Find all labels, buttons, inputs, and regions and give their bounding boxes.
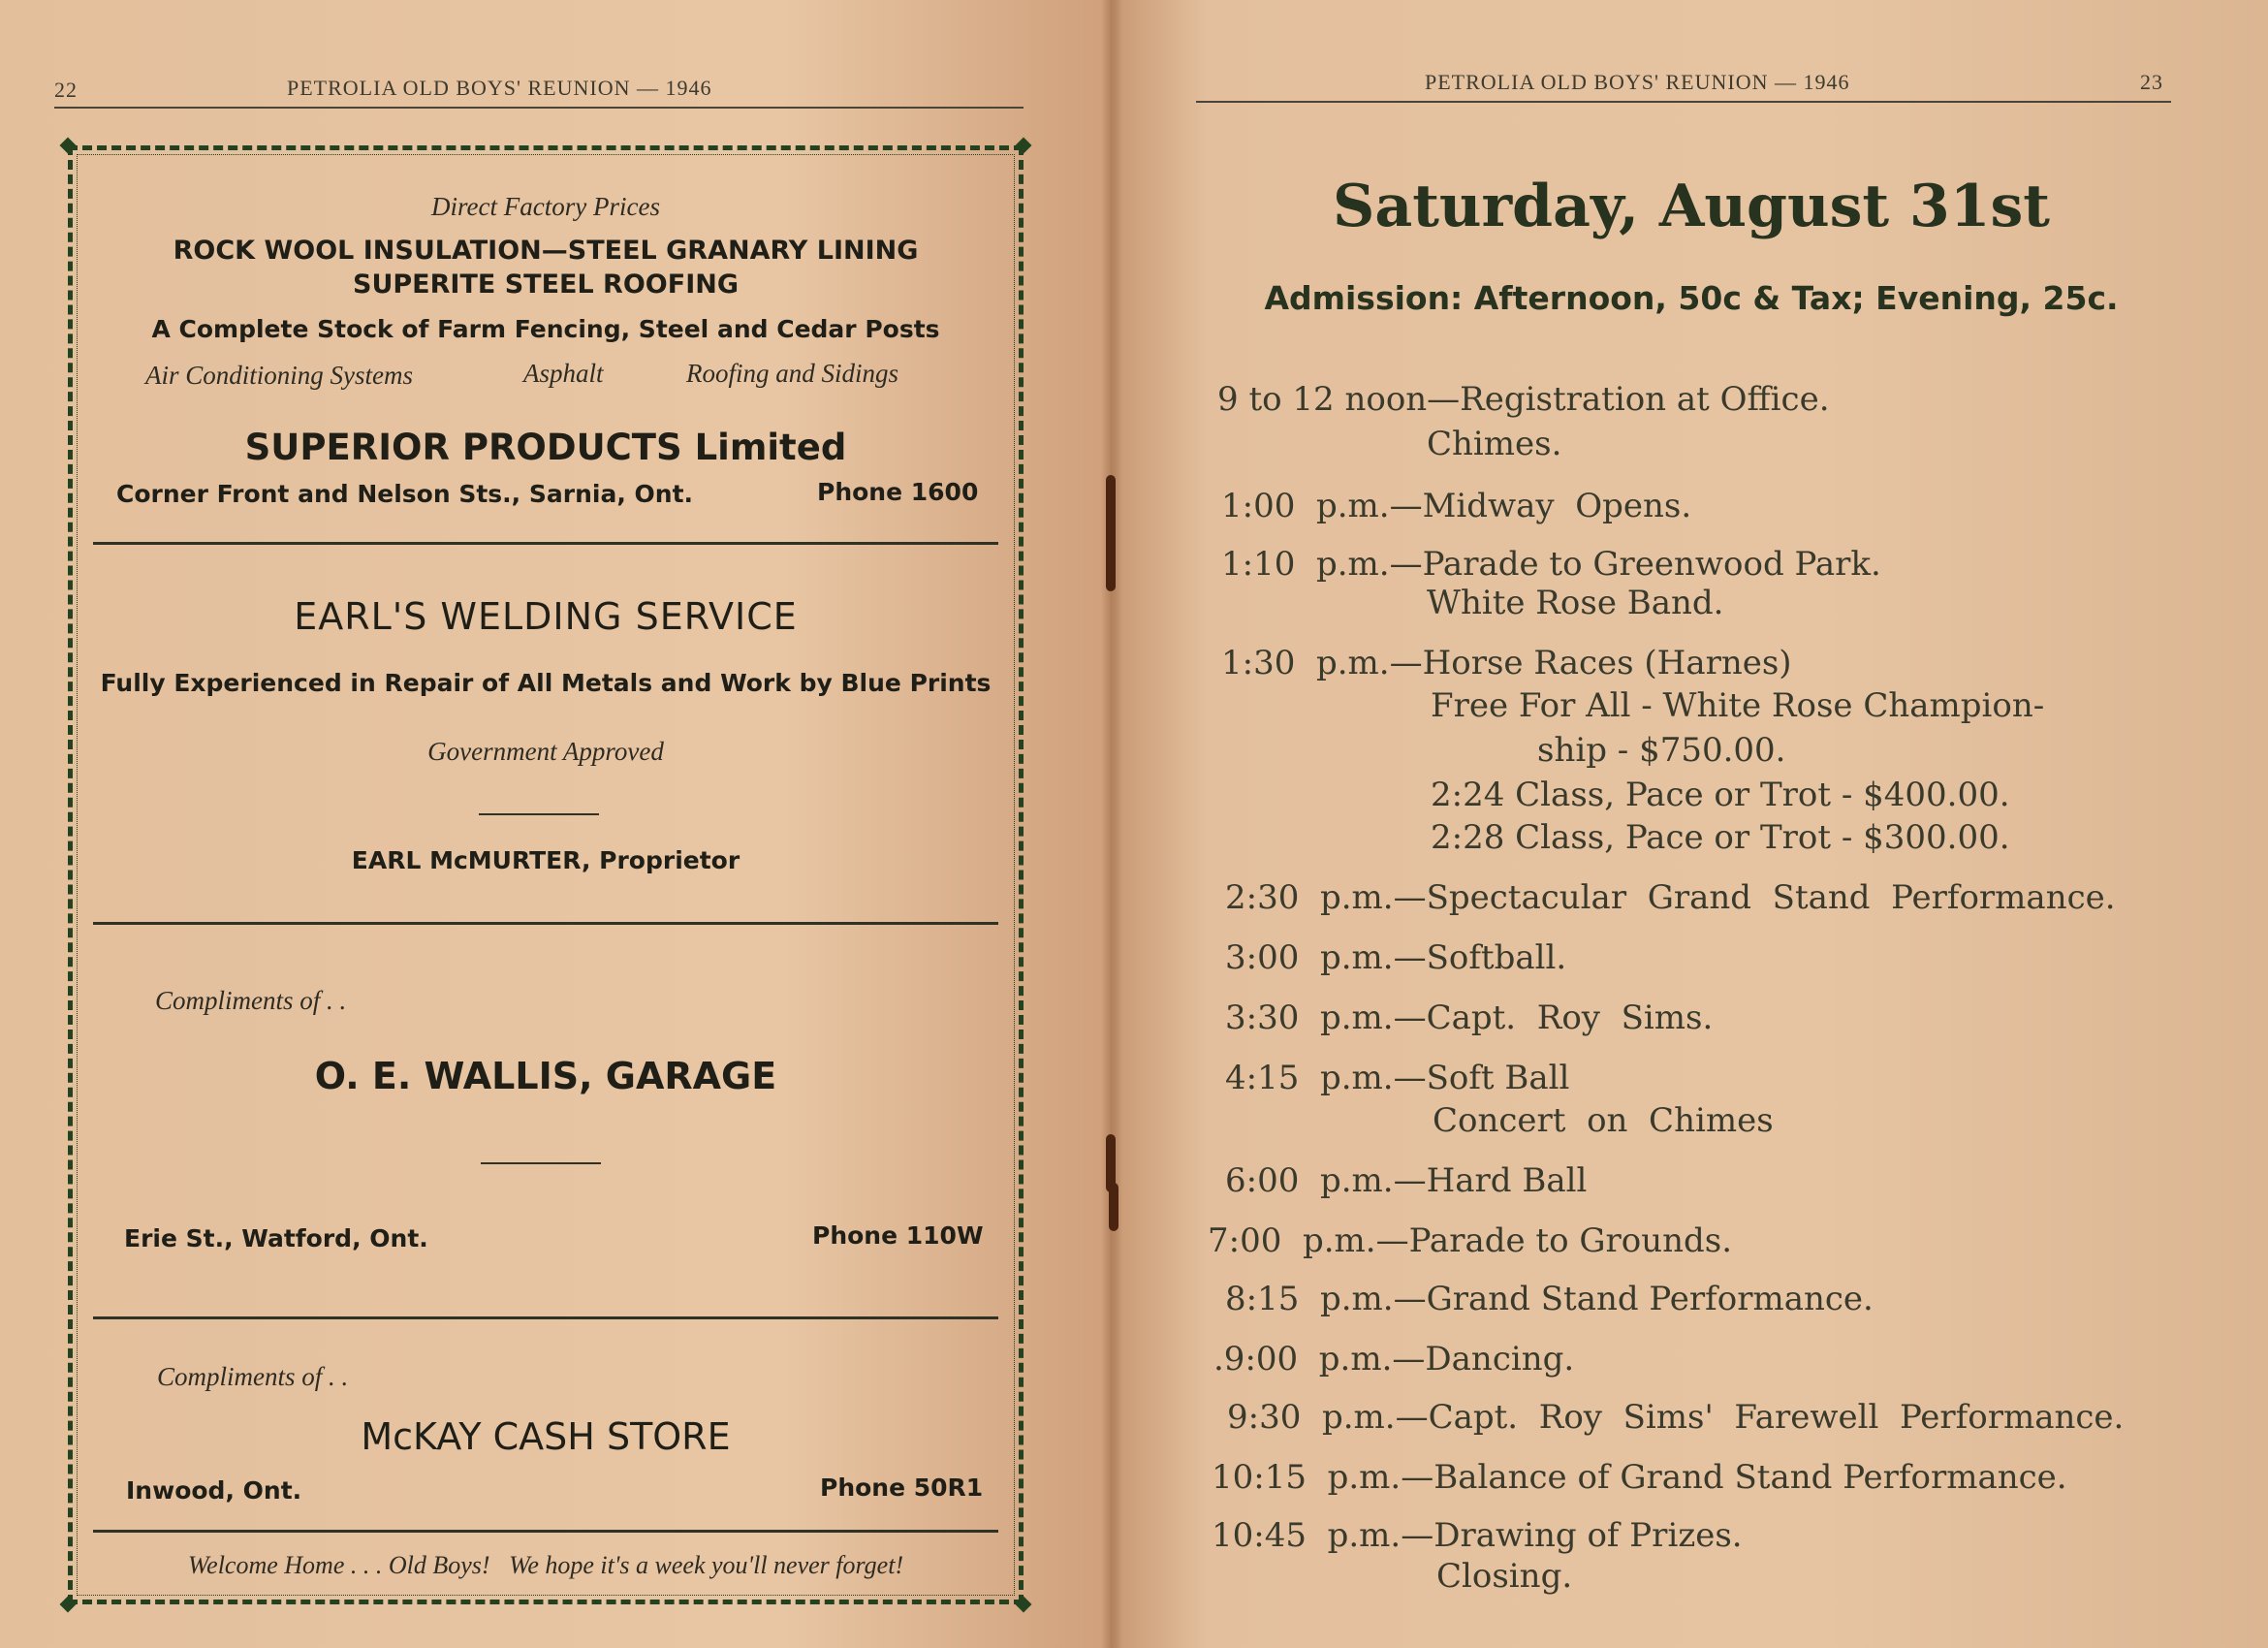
ad-divider — [93, 1316, 998, 1319]
schedule-entry: 10:15 p.m.—Balance of Grand Stand Performance. — [1212, 1458, 2067, 1497]
schedule-entry: 2:30 p.m.—Spectacular Grand Stand Performance. — [1225, 878, 2116, 917]
page-number-left: 22 — [54, 78, 78, 102]
short-divider — [479, 813, 599, 815]
binding-stitch — [1106, 475, 1116, 591]
ad-compliments: Compliments of . . — [155, 986, 347, 1015]
header-rule-left — [54, 107, 1024, 109]
ad-business-name: SUPERIOR PRODUCTS Limited — [244, 427, 847, 468]
ad-proprietor: EARL McMURTER, Proprietor — [351, 846, 740, 874]
schedule-entry: 7:00 p.m.—Parade to Grounds. — [1208, 1221, 1733, 1260]
ad-compliments: Compliments of . . — [157, 1362, 349, 1391]
short-divider — [481, 1162, 601, 1164]
schedule-entry-continued: Chimes. — [1427, 425, 1562, 463]
schedule-entry: 6:00 p.m.—Hard Ball — [1225, 1161, 1588, 1200]
schedule-entry: 1:10 p.m.—Parade to Greenwood Park. — [1221, 545, 1881, 584]
ad-phone: Phone 1600 — [817, 478, 979, 506]
ad-divider — [93, 542, 998, 545]
schedule-day-title: Saturday, August 31st — [1332, 173, 2050, 240]
schedule-entry: 1:00 p.m.—Midway Opens. — [1221, 487, 1692, 525]
schedule-entry-continued: 2:24 Class, Pace or Trot - $400.00. — [1431, 776, 2010, 814]
schedule-entry: 10:45 p.m.—Drawing of Prizes. — [1212, 1516, 1743, 1555]
ad-description: Fully Experienced in Repair of All Metals and Work by Blue Prints — [100, 669, 992, 697]
ad-item: Roofing and Sidings — [686, 359, 899, 388]
ad-address: Corner Front and Nelson Sts., Sarnia, Ont. — [116, 480, 694, 508]
ad-address: Erie St., Watford, Ont. — [124, 1224, 428, 1252]
ad-product-line: SUPERITE STEEL ROOFING — [353, 269, 739, 300]
ad-footer-slogan: Welcome Home . . . Old Boys! We hope it's a week you'll never forget! — [187, 1551, 904, 1579]
schedule-entry-continued: Concert on Chimes — [1433, 1101, 1774, 1140]
ad-business-name: EARL'S WELDING SERVICE — [294, 595, 798, 638]
ad-tagline: Direct Factory Prices — [431, 192, 660, 221]
schedule-entry: 9 to 12 noon—Registration at Office. — [1217, 380, 1830, 419]
ad-phone: Phone 50R1 — [820, 1474, 984, 1502]
schedule-entry-continued: 2:28 Class, Pace or Trot - $300.00. — [1431, 818, 2010, 857]
ad-phone: Phone 110W — [812, 1221, 984, 1250]
schedule-entry: 1:30 p.m.—Horse Races (Harnes) — [1221, 644, 1792, 682]
schedule-entry: 3:00 p.m.—Softball. — [1225, 938, 1567, 977]
book-gutter — [1101, 0, 1122, 1648]
ad-divider — [93, 1530, 998, 1533]
running-head-right: PETROLIA OLD BOYS' REUNION — 1946 — [1425, 70, 1850, 94]
schedule-entry-continued: ship - $750.00. — [1537, 731, 1786, 770]
schedule-entry-continued: Free For All - White Rose Champion- — [1431, 686, 2045, 725]
ad-item: Asphalt — [523, 359, 604, 388]
page-number-right: 23 — [2140, 70, 2163, 94]
ad-product-line: ROCK WOOL INSULATION—STEEL GRANARY LINING — [173, 236, 919, 266]
schedule-entry: 8:15 p.m.—Grand Stand Performance. — [1225, 1280, 1874, 1318]
ad-item: Air Conditioning Systems — [145, 361, 413, 390]
schedule-entry-continued: White Rose Band. — [1427, 584, 1724, 622]
ad-business-name: McKAY CASH STORE — [361, 1415, 731, 1458]
ad-divider — [93, 922, 998, 925]
ad-business-name: O. E. WALLIS, GARAGE — [314, 1055, 777, 1097]
ad-address: Inwood, Ont. — [126, 1476, 302, 1505]
ad-product-line: A Complete Stock of Farm Fencing, Steel and Cedar Posts — [151, 315, 940, 343]
schedule-entry-continued: Closing. — [1436, 1557, 1573, 1596]
running-head-left: PETROLIA OLD BOYS' REUNION — 1946 — [287, 76, 712, 100]
binding-stitch — [1109, 1183, 1118, 1231]
schedule-entry: 3:30 p.m.—Capt. Roy Sims. — [1225, 998, 1714, 1037]
ad-approval: Government Approved — [427, 737, 664, 766]
schedule-entry: .9:00 p.m.—Dancing. — [1213, 1340, 1575, 1379]
admission-line: Admission: Afternoon, 50c & Tax; Evening, 25c. — [1264, 279, 2119, 317]
header-rule-right — [1196, 101, 2171, 103]
schedule-entry: 9:30 p.m.—Capt. Roy Sims' Farewell Performance. — [1227, 1398, 2125, 1437]
schedule-entry: 4:15 p.m.—Soft Ball — [1225, 1059, 1570, 1097]
